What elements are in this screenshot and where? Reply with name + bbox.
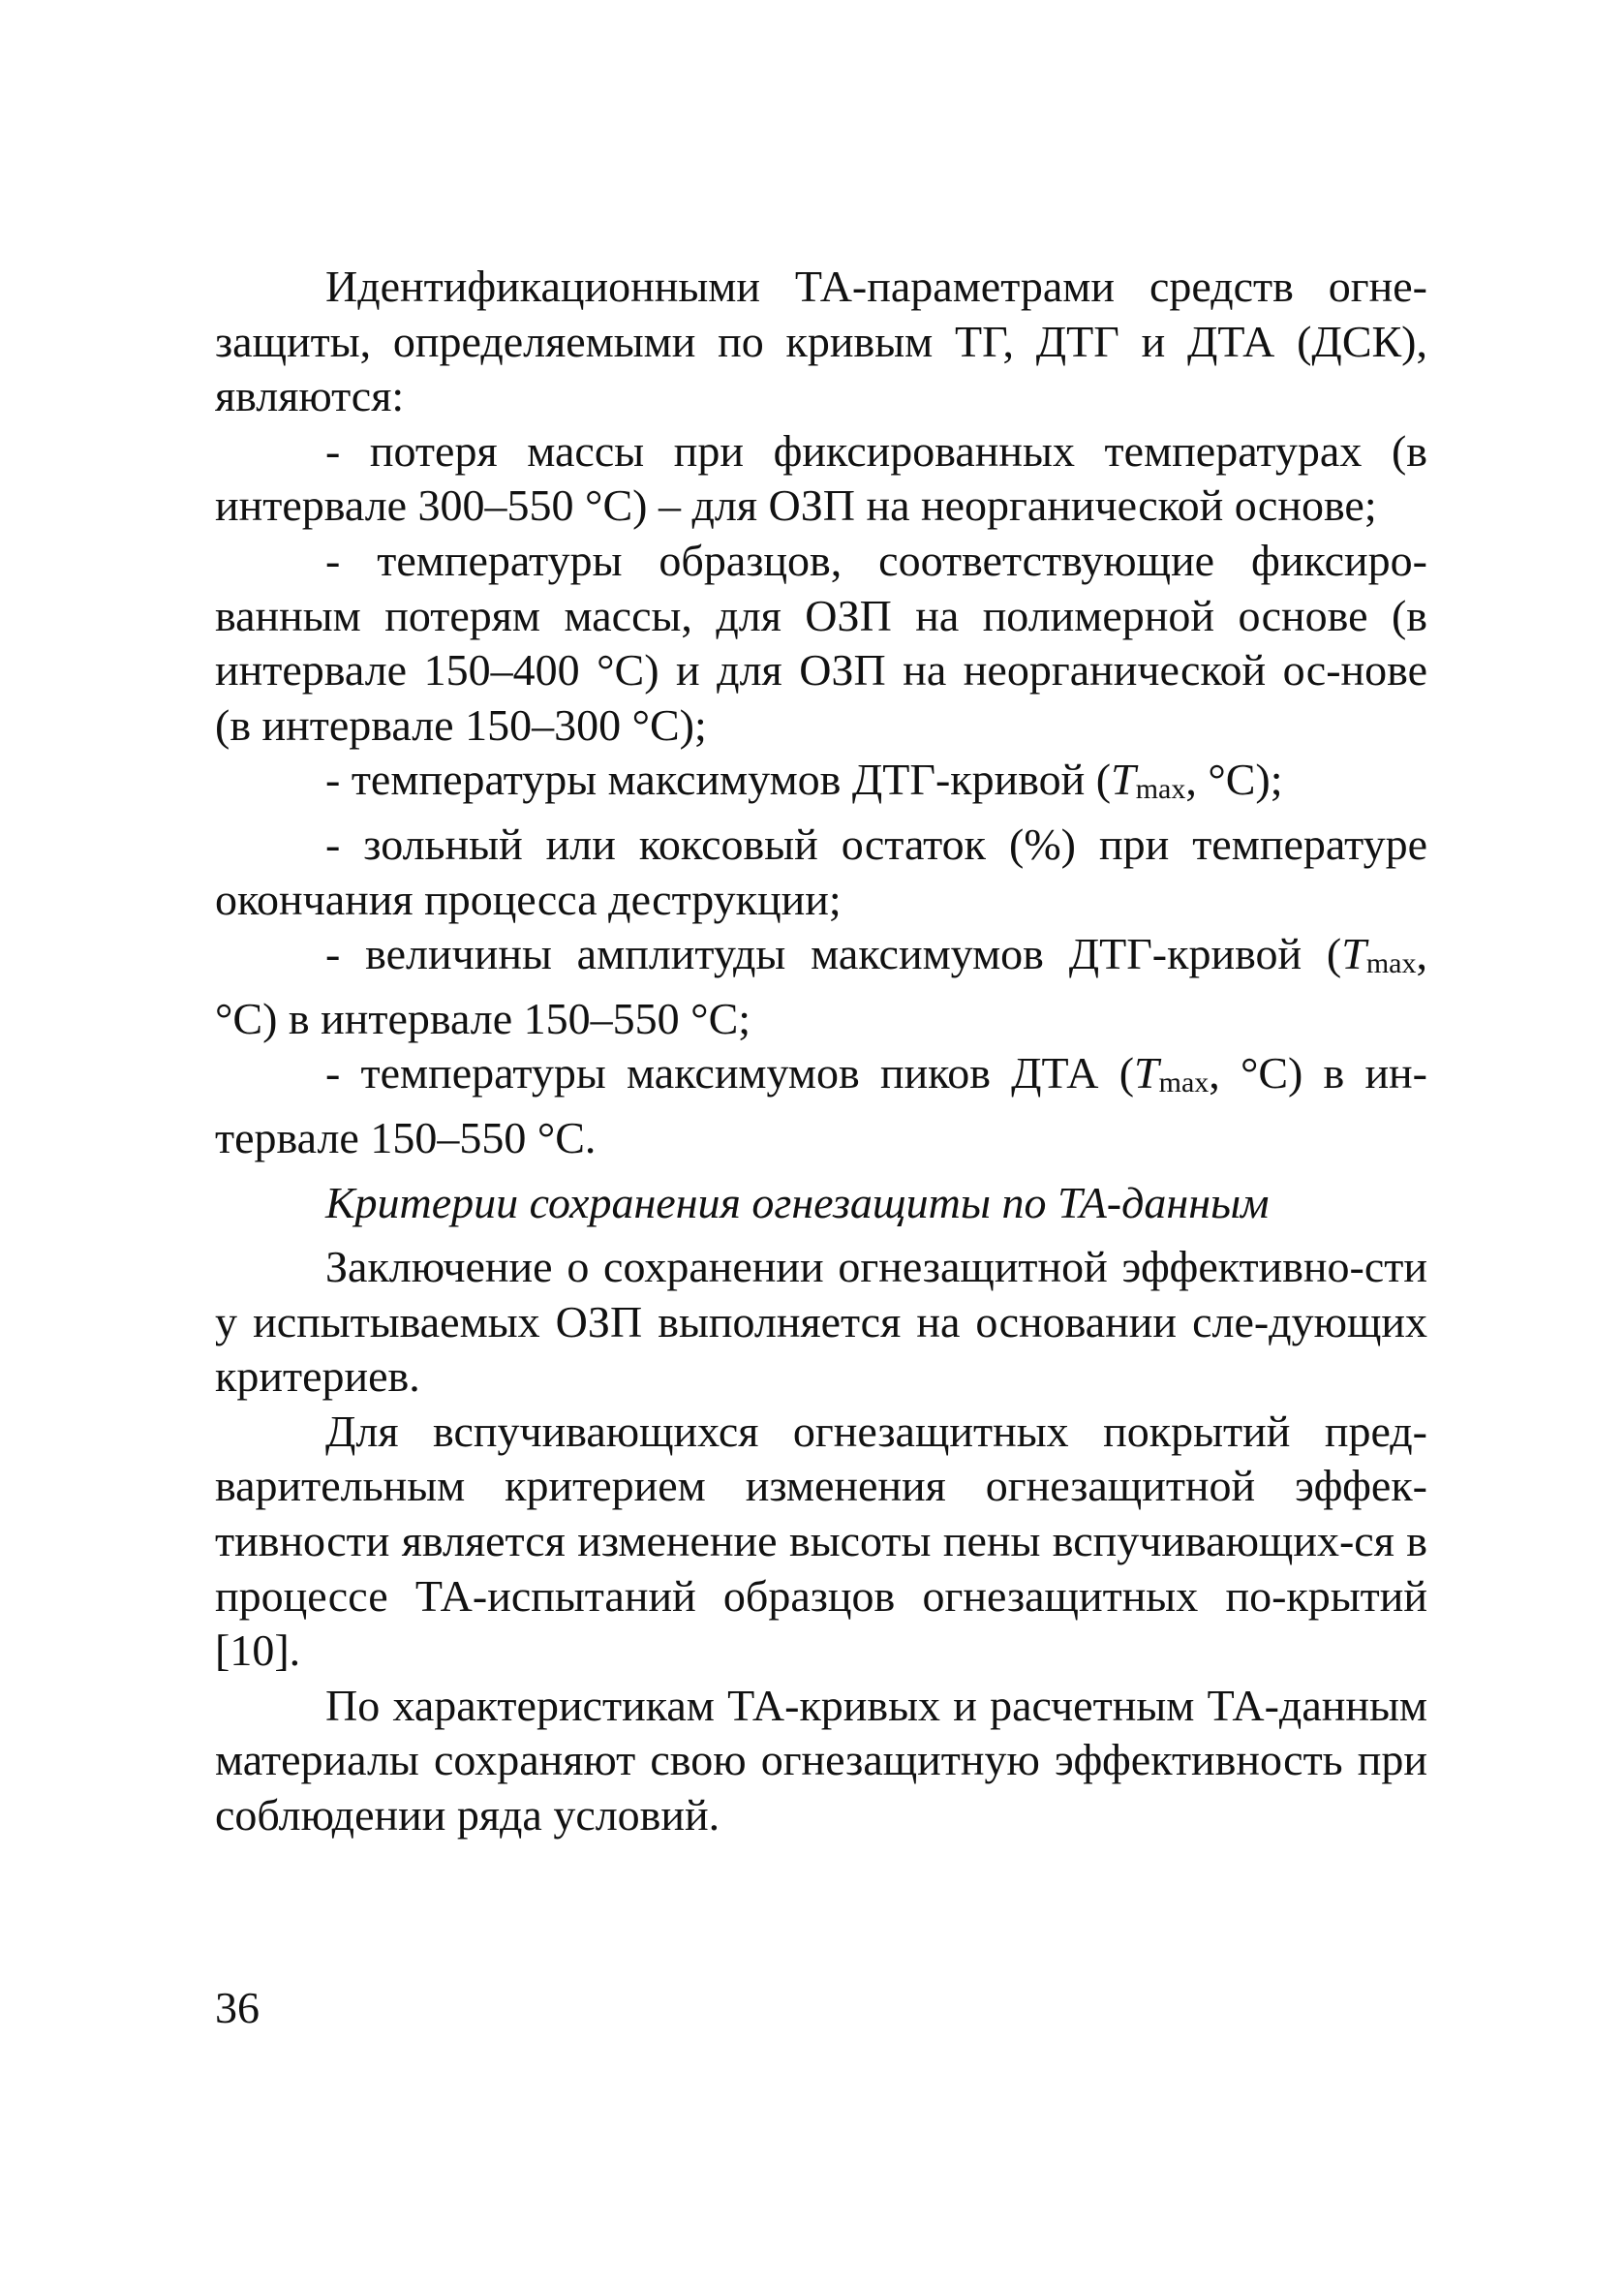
body-text: [215, 260, 1427, 1843]
paragraph-intumescent: Для вспучивающихся огнезащитных покрытий пред-варительным критерием изменения огнезащитной эффек-тивности является изменение высоты пены вспучивающих-ся в процессе ТА-испытаний образцов огнезащитных по-крытий [10].: [215, 1406, 1427, 1676]
list-item-dtg-amplitude: - величины амплитуды максимумов ДТГ-кривой (Tmax, °С) в интервале 150–550 °С;: [215, 929, 1427, 1043]
paragraph-conditions: По характеристикам ТА-кривых и расчетным ТА-данным материалы сохраняют свою огнезащитную эффективность при соблюдении ряда условий.: [215, 1680, 1427, 1840]
page-number: 36: [215, 1983, 260, 2032]
list-item-mass-loss: - потеря массы при фиксированных температурах (в интервале 300–550 °С) – для ОЗП на неорганической основе;: [215, 425, 1427, 531]
list-item-dtg-max-temperatures: - температуры максимумов ДТГ-кривой (Tmax, °С);: [325, 755, 1283, 806]
list-item-ash-residue: - зольный или коксовый остаток (%) при температуре окончания процесса деструкции;: [215, 819, 1427, 924]
paragraph-conclusion: Заключение о сохранении огнезащитной эффективно-сти у испытываемых ОЗП выполняется на основании сле-дующих критериев.: [215, 1242, 1427, 1402]
list-item-sample-temperatures: - температуры образцов, соответствующие фиксиро-ванным потерям массы, для ОЗП на полимерной основе (в интервале 150–400 °С) и для ОЗП на неорганической ос-нове (в интервале 150–300 °С);: [215, 535, 1427, 750]
section-heading: Критерии сохранения огнезащиты по ТА-данным: [325, 1177, 1270, 1227]
list-item-dta-peaks: - температуры максимумов пиков ДТА (Tmax, °С) в ин-тервале 150–550 °С.: [215, 1048, 1427, 1162]
paragraph-intro: Идентификационными ТА-параметрами средств огне-защиты, определяемыми по кривым ТГ, ДТГ и ДТА (ДСК), являются:: [215, 262, 1427, 421]
